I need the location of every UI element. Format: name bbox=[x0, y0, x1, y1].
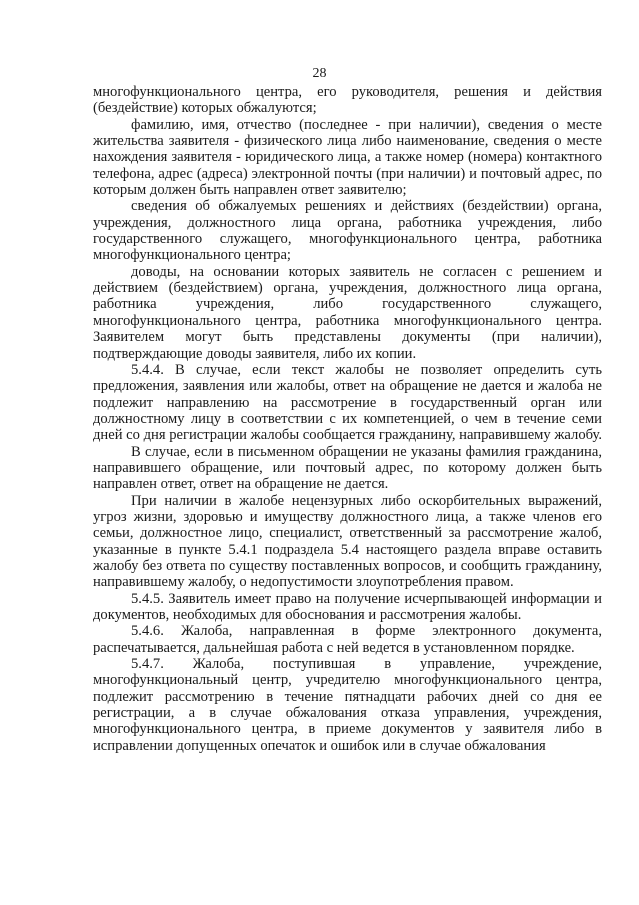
paragraph-missing-name: В случае, если в письменном обращении не указаны фамилия гражданина, направившего обращение, или почтовый адрес, по которому должен быть направлен ответ, ответ на обращение не дается. bbox=[93, 443, 602, 493]
paragraph-5-4-5: 5.4.5. Заявитель имеет право на получение исчерпывающей информации и документов, необходимых для обоснования и рассмотрения жалобы. bbox=[93, 590, 602, 623]
document-body bbox=[93, 84, 602, 754]
paragraph-appealed-decisions: сведения об обжалуемых решениях и действиях (бездействии) органа, учреждения, должностного лица органа, работника учреждения, либо государственного служащего, многофункционального центра, работника многофункционального центра; bbox=[93, 198, 602, 264]
paragraph-offensive-language: При наличии в жалобе нецензурных либо оскорбительных выражений, угроз жизни, здоровью и имуществу должностного лица, а также членов его семьи, должностное лицо, специалист, ответственный за рассмотрение жалоб, указанные в пункте 5.4.1 подраздела 5.4 настоящего раздела вправе оставить жалобу без ответа по существу поставленных вопросов, и сообщить гражданину, направившему жалобу, о недопустимости злоупотребления правом. bbox=[93, 492, 602, 591]
page-number: 28 bbox=[312, 66, 327, 81]
paragraph-5-4-4: 5.4.4. В случае, если текст жалобы не позволяет определить суть предложения, заявления или жалобы, ответ на обращение не дается и жалоба не подлежит направлению на рассмотрение в государственный орган или должностному лицу в соответствии с их компетенцией, о чем в течение семи дней со дня регистрации жалобы сообщается гражданину, направившему жалобу. bbox=[93, 361, 602, 444]
paragraph-5-4-7: 5.4.7. Жалоба, поступившая в управление, учреждение, многофункциональный центр, учредителю многофункционального центра, подлежит рассмотрению в течение пятнадцати рабочих дней со дня ее регистрации, а в случае обжалования отказа управления, учреждения, многофункционального центра, в приеме документов у заявителя либо в исправлении допущенных опечаток и ошибок или в случае обжалования bbox=[93, 656, 602, 754]
paragraph-arguments: доводы, на основании которых заявитель не согласен с решением и действием (бездействием) органа, учреждения, должностного лица органа, работника учреждения, либо государственного служащего, многофункционального центра, работника многофункционального центра. Заявителем могут быть представлены документы (при наличии), подтверждающие доводы заявителя, либо их копии. bbox=[93, 263, 602, 362]
paragraph-5-4-6: 5.4.6. Жалоба, направленная в форме электронного документа, распечатывается, дальнейшая работа с ней ведется в установленном порядке. bbox=[93, 623, 602, 656]
paragraph-applicant-details: фамилию, имя, отчество (последнее - при наличии), сведения о месте жительства заявителя - физического лица либо наименование, сведения о месте нахождения заявителя - юридического лица, а также номер (номера) контактного телефона, адрес (адреса) электронной почты (при наличии) и почтовый адрес, по которым должен быть направлен ответ заявителю; bbox=[93, 116, 602, 199]
paragraph-recipient-continuation: многофункционального центра, его руководителя, решения и действия (бездействие) которых обжалуются; bbox=[93, 84, 602, 117]
